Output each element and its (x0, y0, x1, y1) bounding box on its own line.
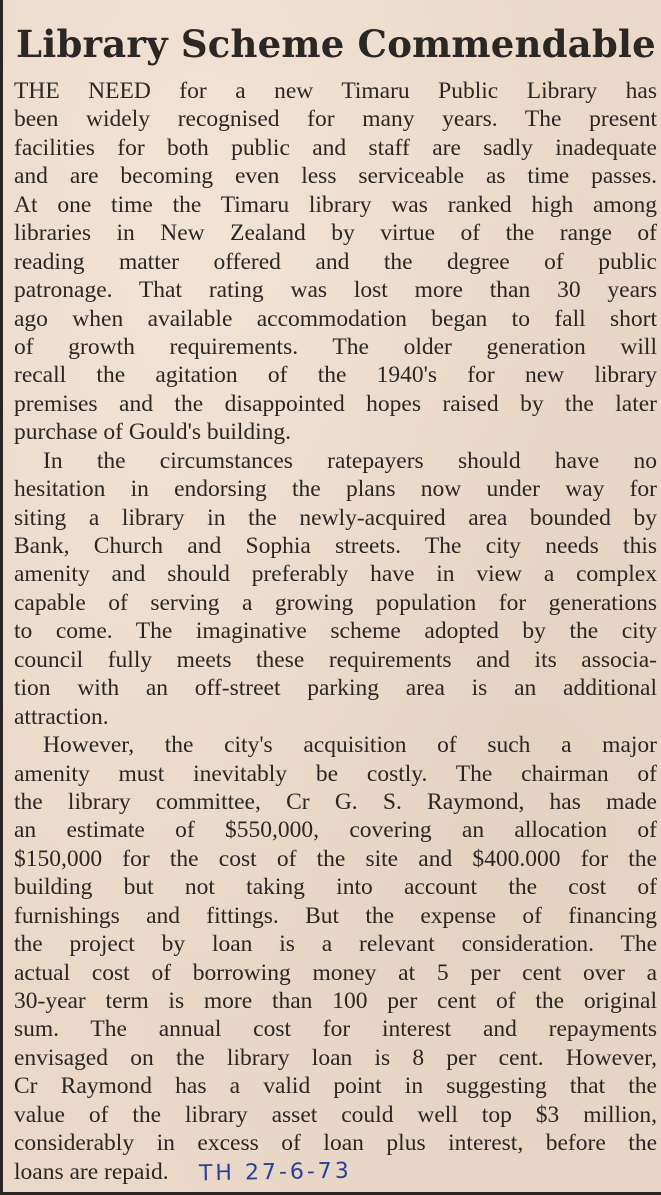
text-line: 30-year term is more than 100 per cent of the original (14, 988, 657, 1014)
paragraph-3 (14, 731, 657, 1186)
paragraph-2 (14, 447, 657, 731)
text-line: the project by loan is a relevant consideration. The (14, 931, 657, 958)
text-line: facilities for both public and staff are sadly inadequate (14, 134, 657, 161)
text-line: attraction. (14, 703, 109, 730)
text-line: capable of serving a growing population for generations (14, 589, 657, 616)
text-line: Bank, Church and Sophia streets. The city needs this (14, 533, 657, 559)
text-line: actual cost of borrowing money at 5 per cent over a (14, 959, 657, 986)
text-line: ago when available accommodation began to fall short (14, 305, 657, 332)
text-line: of growth requirements. The older generation will (14, 333, 657, 360)
text-line: amenity and should preferably have in view a complex (14, 561, 657, 588)
text-line: premises and the disappointed hopes raised by the later (14, 390, 657, 417)
final-line (14, 1158, 657, 1186)
text-line: value of the library asset could well top $3 million, (14, 1101, 657, 1128)
text-line: loans are repaid. (14, 1158, 169, 1185)
text-line: At one time the Timaru library was ranked high among (14, 191, 657, 218)
text-line: to come. The imaginative scheme adopted by the city (14, 618, 657, 645)
text-line: tion with an off-street parking area is an additional (14, 675, 657, 702)
text-line: council fully meets these requirements and its associa- (14, 646, 657, 673)
text-line: $150,000 for the cost of the site and $400.000 for the (14, 845, 657, 872)
text-line: been widely recognised for many years. The present (14, 106, 657, 133)
text-line: reading matter offered and the degree of public (14, 248, 657, 275)
text-line: However, the city's acquisition of such a major (43, 732, 657, 759)
text-line: purchase of Gould's building. (14, 419, 292, 446)
text-line: hesitation in endorsing the plans now under way for (14, 476, 657, 503)
text-line: considerably in excess of loan plus interest, before the (14, 1130, 657, 1157)
text-line: envisaged on the library loan is 8 per cent. However, (14, 1044, 657, 1071)
text-line: the library committee, Cr G. S. Raymond, has made (14, 788, 657, 815)
text-line: building but not taking into account the cost of (14, 874, 657, 901)
text-line: sum. The annual cost for interest and repayments (14, 1016, 657, 1043)
text-line: libraries in New Zealand by virtue of the range of (14, 220, 657, 247)
text-line: siting a library in the newly-acquired area bounded by (14, 504, 657, 531)
text-line: an estimate of $550,000, covering an allocation of (14, 817, 657, 844)
text-line: recall the agitation of the 1940's for new library (14, 362, 657, 389)
text-line: and are becoming even less serviceable as time passes. (14, 163, 657, 190)
paragraph-1 (14, 77, 657, 447)
text-line: In the circumstances ratepayers should have no (43, 447, 657, 474)
headline: Library Scheme Commendable (16, 22, 656, 66)
text-line: patronage. That rating was lost more than 30 years (14, 277, 657, 304)
text-line: amenity must inevitably be costly. The chairman of (14, 760, 657, 787)
text-line: furnishings and fittings. But the expense of financing (14, 902, 657, 929)
article-body (14, 77, 657, 1186)
handwritten-date-note: TH 27-6-73 (198, 1158, 352, 1186)
text-line: THE NEED for a new Timaru Public Library has (14, 78, 657, 104)
text-line: Cr Raymond has a valid point in suggesting that the (14, 1073, 657, 1100)
